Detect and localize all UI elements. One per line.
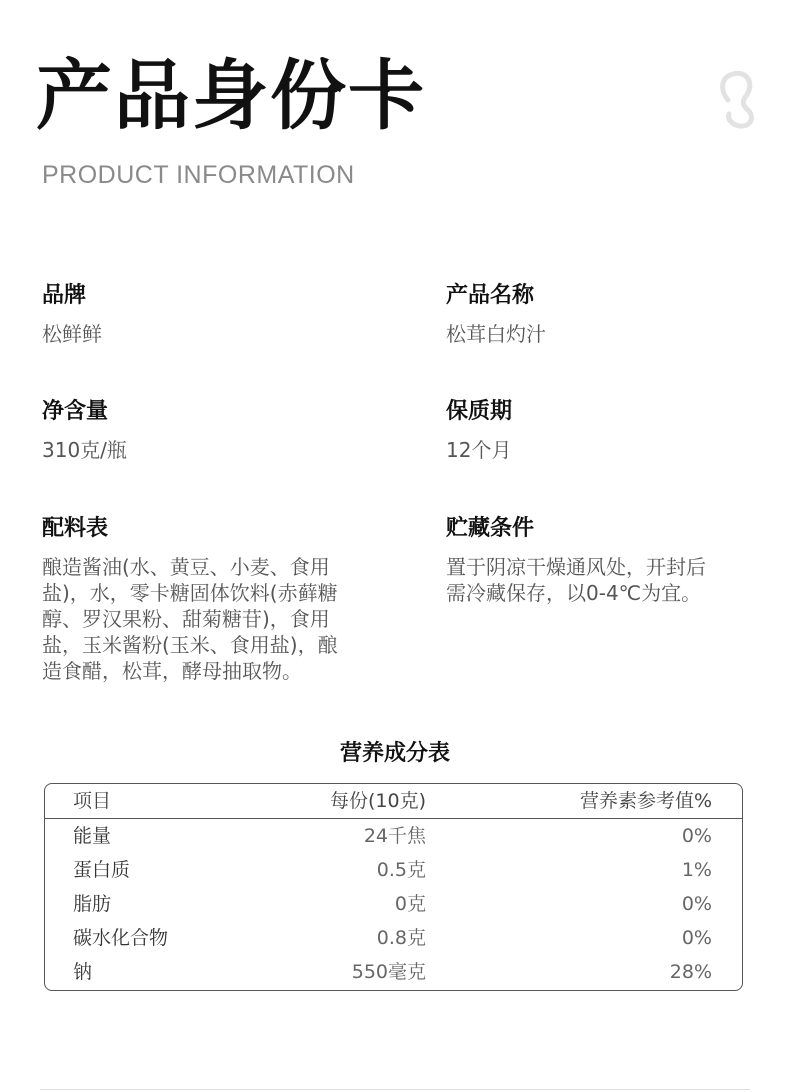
brand-field bbox=[42, 285, 387, 347]
net-content-value: 310克/瓶 bbox=[42, 438, 127, 462]
product-name-value: 松茸白灼汁 bbox=[446, 322, 546, 346]
product-name-field bbox=[446, 285, 790, 347]
nutrient-name: 能量 bbox=[73, 825, 112, 847]
storage-label: 贮藏条件 bbox=[446, 516, 535, 541]
nutrient-amount: 0.8克 bbox=[376, 927, 426, 949]
header-item: 项目 bbox=[73, 790, 112, 812]
brand-label: 品牌 bbox=[42, 283, 87, 308]
shelf-life-label: 保质期 bbox=[446, 399, 513, 424]
brand-value: 松鲜鲜 bbox=[42, 322, 102, 346]
ingredients-field bbox=[42, 518, 387, 684]
shelf-life-value: 12个月 bbox=[446, 438, 512, 462]
storage-line: 置于阴凉干燥通风处，开封后 bbox=[446, 555, 706, 579]
ingredients-line: 盐，玉米酱粉(玉米、食用盐)，酿 bbox=[42, 633, 338, 657]
nutrient-nrv: 0% bbox=[681, 893, 712, 915]
nutrition-table bbox=[44, 783, 743, 991]
table-row bbox=[45, 819, 742, 853]
nutrition-header-row bbox=[45, 784, 742, 819]
net-content-label: 净含量 bbox=[42, 399, 109, 424]
nutrient-amount: 550毫克 bbox=[351, 961, 426, 983]
nutrient-amount: 0.5克 bbox=[376, 859, 426, 881]
ingredients-line: 酿造酱油(水、黄豆、小麦、食用 bbox=[42, 555, 330, 579]
header-per-serving: 每份(10克) bbox=[329, 790, 426, 812]
nutrient-nrv: 28% bbox=[669, 961, 712, 983]
nutrient-nrv: 0% bbox=[681, 927, 712, 949]
ingredients-line: 造食醋，松茸，酵母抽取物。 bbox=[42, 659, 302, 683]
nutrient-name: 碳水化合物 bbox=[73, 927, 169, 949]
table-row bbox=[45, 887, 742, 921]
nutrient-nrv: 0% bbox=[681, 825, 712, 847]
page-title: 产品身份卡 bbox=[36, 51, 426, 140]
nutrient-name: 脂肪 bbox=[73, 893, 112, 915]
nutrient-name: 钠 bbox=[73, 961, 93, 983]
nutrient-name: 蛋白质 bbox=[73, 859, 131, 881]
page-subtitle: PRODUCT INFORMATION bbox=[42, 161, 355, 189]
ingredients-label: 配料表 bbox=[42, 516, 109, 541]
nutrition-title: 营养成分表 bbox=[339, 741, 450, 766]
table-row bbox=[45, 921, 742, 955]
net-content-field bbox=[42, 401, 387, 463]
storage-field bbox=[446, 518, 790, 606]
header-nrv: 营养素参考值% bbox=[579, 790, 712, 812]
bottom-divider bbox=[40, 1089, 750, 1090]
ingredients-line: 盐)，水，零卡糖固体饮料(赤藓糖 bbox=[42, 581, 338, 605]
product-name-label: 产品名称 bbox=[446, 283, 535, 308]
nutrient-amount: 0克 bbox=[394, 893, 426, 915]
nutrient-amount: 24千焦 bbox=[363, 825, 426, 847]
storage-line: 需冷藏保存，以0-4℃为宜。 bbox=[446, 581, 702, 605]
table-row bbox=[45, 853, 742, 887]
table-row bbox=[45, 955, 742, 989]
hook-icon bbox=[715, 70, 757, 130]
nutrient-nrv: 1% bbox=[681, 859, 712, 881]
shelf-life-field bbox=[446, 401, 790, 463]
ingredients-line: 醇、罗汉果粉、甜菊糖苷)，食用 bbox=[42, 607, 330, 631]
